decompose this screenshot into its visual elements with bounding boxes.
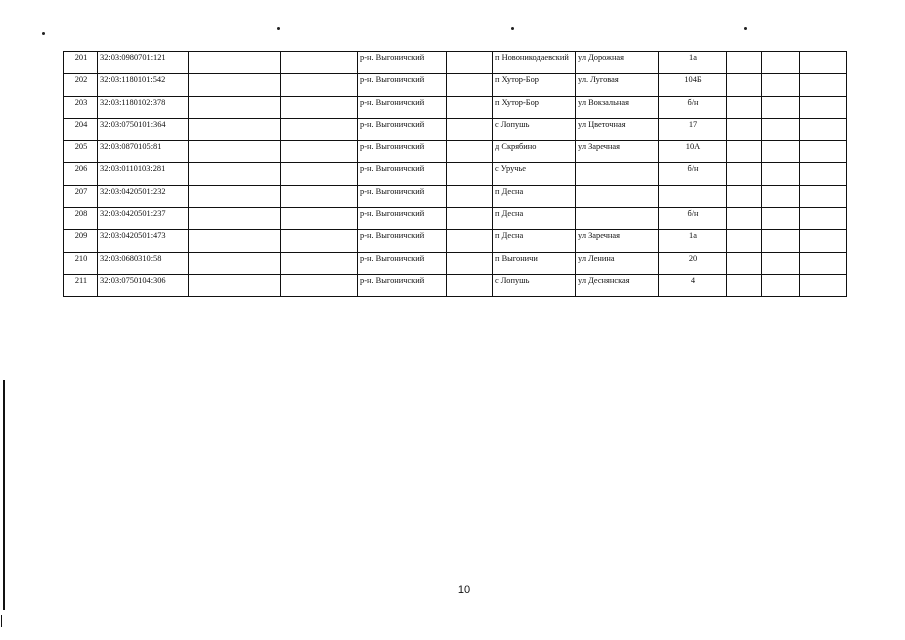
table-row [64,52,847,74]
table-body [64,52,847,297]
empty-cell [727,274,762,296]
page-number: 10 [457,584,471,596]
empty-cell [447,230,493,252]
district-cell: р-н. Выгоничский [358,118,447,140]
empty-cell [762,74,800,96]
row-number-cell: 206 [64,163,98,185]
property-table [63,51,847,297]
empty-cell [189,274,281,296]
settlement-cell: п Хутор-Бор [493,96,576,118]
empty-cell [727,230,762,252]
row-number-cell: 207 [64,185,98,207]
house-number-cell: б/н [659,208,727,230]
settlement-cell: с Уручье [493,163,576,185]
empty-cell [727,52,762,74]
house-number-cell: 1а [659,230,727,252]
table-row [64,74,847,96]
empty-cell [800,208,847,230]
empty-cell [447,52,493,74]
row-number-cell: 202 [64,74,98,96]
settlement-cell: п Хутор-Бор [493,74,576,96]
empty-cell [762,208,800,230]
settlement-cell: п Десна [493,208,576,230]
house-number-cell: 4 [659,274,727,296]
street-cell: ул Вокзальная [576,96,659,118]
house-number-cell: 20 [659,252,727,274]
cadastral-number-cell: 32:03:0420501:232 [98,185,189,207]
empty-cell [447,74,493,96]
empty-cell [189,52,281,74]
house-number-cell: 104Б [659,74,727,96]
cadastral-number-cell: 32:03:0680310:58 [98,252,189,274]
table-row [64,118,847,140]
empty-cell [727,141,762,163]
empty-cell [281,96,358,118]
empty-cell [447,252,493,274]
row-number-cell: 203 [64,96,98,118]
empty-cell [281,118,358,140]
street-cell [576,208,659,230]
street-cell [576,185,659,207]
empty-cell [281,163,358,185]
empty-cell [281,74,358,96]
empty-cell [447,118,493,140]
row-number-cell: 204 [64,118,98,140]
table-row [64,96,847,118]
empty-cell [281,252,358,274]
settlement-cell: п Выгоничи [493,252,576,274]
empty-cell [447,274,493,296]
table-row [64,208,847,230]
empty-cell [800,230,847,252]
empty-cell [800,163,847,185]
empty-cell [189,96,281,118]
street-cell [576,163,659,185]
empty-cell [727,252,762,274]
empty-cell [727,96,762,118]
table-row [64,141,847,163]
table-row [64,230,847,252]
street-cell: ул. Луговая [576,74,659,96]
empty-cell [762,52,800,74]
empty-cell [800,274,847,296]
scan-edge-line [1,615,2,627]
settlement-cell: п Десна [493,185,576,207]
settlement-cell: с Лопушь [493,274,576,296]
house-number-cell: 10А [659,141,727,163]
empty-cell [447,208,493,230]
empty-cell [281,208,358,230]
district-cell: р-н. Выгоничский [358,208,447,230]
row-number-cell: 201 [64,52,98,74]
empty-cell [762,141,800,163]
empty-cell [800,96,847,118]
empty-cell [727,163,762,185]
empty-cell [189,185,281,207]
empty-cell [189,163,281,185]
empty-cell [727,208,762,230]
cadastral-number-cell: 32:03:0750101:364 [98,118,189,140]
district-cell: р-н. Выгоничский [358,274,447,296]
empty-cell [189,118,281,140]
empty-cell [800,252,847,274]
empty-cell [447,141,493,163]
empty-cell [762,230,800,252]
cadastral-number-cell: 32:03:0420501:473 [98,230,189,252]
empty-cell [800,52,847,74]
empty-cell [762,252,800,274]
street-cell: ул Заречная [576,141,659,163]
empty-cell [447,185,493,207]
row-number-cell: 210 [64,252,98,274]
settlement-cell: с Лопушь [493,118,576,140]
empty-cell [189,230,281,252]
street-cell: ул Деснянская [576,274,659,296]
scan-dot [744,27,747,30]
empty-cell [762,185,800,207]
empty-cell [800,141,847,163]
house-number-cell: 17 [659,118,727,140]
district-cell: р-н. Выгоничский [358,96,447,118]
street-cell: ул Цветочная [576,118,659,140]
empty-cell [189,141,281,163]
settlement-cell: п Новоникодаевский [493,52,576,74]
scan-edge-line [3,380,5,610]
empty-cell [447,96,493,118]
row-number-cell: 211 [64,274,98,296]
district-cell: р-н. Выгоничский [358,185,447,207]
settlement-cell: п Десна [493,230,576,252]
empty-cell [800,185,847,207]
street-cell: ул Дорожная [576,52,659,74]
empty-cell [281,52,358,74]
empty-cell [189,208,281,230]
cadastral-number-cell: 32:03:1180101:542 [98,74,189,96]
empty-cell [727,185,762,207]
empty-cell [281,141,358,163]
district-cell: р-н. Выгоничский [358,74,447,96]
cadastral-number-cell: 32:03:0870105:81 [98,141,189,163]
empty-cell [762,118,800,140]
row-number-cell: 208 [64,208,98,230]
row-number-cell: 209 [64,230,98,252]
district-cell: р-н. Выгоничский [358,252,447,274]
house-number-cell: б/н [659,96,727,118]
cadastral-number-cell: 32:03:0750104:306 [98,274,189,296]
empty-cell [727,74,762,96]
empty-cell [800,74,847,96]
scan-dot [277,27,280,30]
cadastral-number-cell: 32:03:0420501:237 [98,208,189,230]
house-number-cell [659,185,727,207]
district-cell: р-н. Выгоничский [358,141,447,163]
table-row [64,252,847,274]
house-number-cell: б/н [659,163,727,185]
street-cell: ул Заречная [576,230,659,252]
row-number-cell: 205 [64,141,98,163]
empty-cell [189,74,281,96]
empty-cell [189,252,281,274]
table-row [64,185,847,207]
street-cell: ул Ленина [576,252,659,274]
cadastral-number-cell: 32:03:1180102:378 [98,96,189,118]
table-row [64,274,847,296]
empty-cell [447,163,493,185]
district-cell: р-н. Выгоничский [358,163,447,185]
empty-cell [281,230,358,252]
scan-dot [511,27,514,30]
empty-cell [762,274,800,296]
empty-cell [762,96,800,118]
empty-cell [800,118,847,140]
district-cell: р-н. Выгоничский [358,52,447,74]
cadastral-number-cell: 32:03:0980701:121 [98,52,189,74]
district-cell: р-н. Выгоничский [358,230,447,252]
empty-cell [281,274,358,296]
scan-dot [42,32,45,35]
settlement-cell: д Скрябино [493,141,576,163]
table-row [64,163,847,185]
empty-cell [281,185,358,207]
empty-cell [727,118,762,140]
empty-cell [762,163,800,185]
house-number-cell: 1а [659,52,727,74]
cadastral-number-cell: 32:03:0110103:281 [98,163,189,185]
